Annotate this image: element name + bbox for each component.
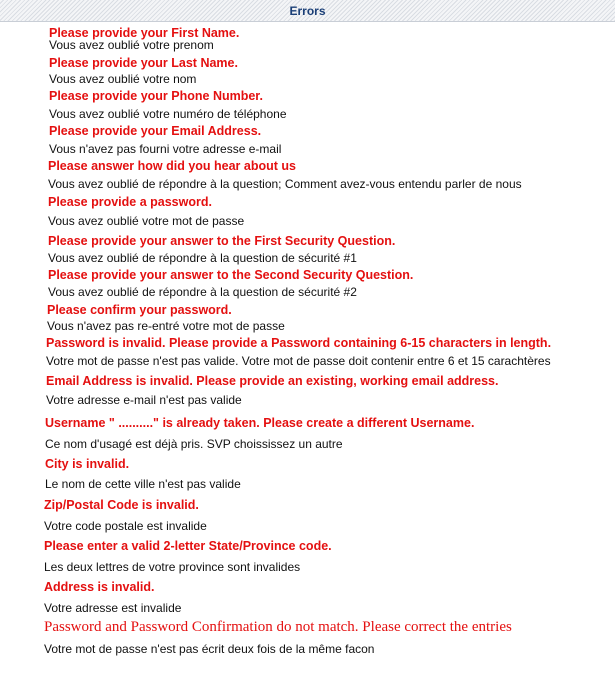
error-email-invalid-en: Email Address is invalid. Please provide an existing, working email address. — [46, 374, 499, 388]
error-phone-en: Please provide your Phone Number. — [49, 89, 263, 103]
error-security-q2-fr: Vous avez oublié de répondre à la question de sécurité #2 — [48, 285, 357, 299]
error-security-q1-en: Please provide your answer to the First Security Question. — [48, 234, 396, 248]
error-password-invalid-en: Password is invalid. Please provide a Password containing 6-15 characters in length. — [46, 336, 552, 350]
error-city-invalid-en: City is invalid. — [45, 457, 130, 471]
error-last-name-en: Please provide your Last Name. — [49, 56, 238, 70]
error-password-fr: Vous avez oublié votre mot de passe — [48, 214, 245, 228]
error-password-mismatch-fr: Votre mot de passe n'est pas écrit deux fois de la même facon — [44, 642, 375, 656]
error-last-name-fr: Vous avez oublié votre nom — [49, 72, 197, 86]
error-username-taken-en: Username " .........." is already taken. Please create a different Username. — [45, 416, 475, 430]
error-hear-about-en: Please answer how did you hear about us — [48, 159, 296, 173]
error-address-invalid-fr: Votre adresse est invalide — [44, 601, 182, 615]
error-email-invalid-fr: Votre adresse e-mail n'est pas valide — [46, 393, 242, 407]
error-confirm-password-en: Please confirm your password. — [47, 303, 232, 317]
error-security-q1-fr: Vous avez oublié de répondre à la question de sécurité #1 — [48, 251, 357, 265]
error-city-invalid-fr: Le nom de cette ville n'est pas valide — [45, 477, 241, 491]
error-hear-about-fr: Vous avez oublié de répondre à la question; Comment avez-vous entendu parler de nous — [48, 177, 522, 191]
error-province-code-en: Please enter a valid 2-letter State/Province code. — [44, 539, 332, 553]
error-confirm-password-fr: Vous n'avez pas re-entré votre mot de passe — [47, 319, 285, 333]
error-email-fr: Vous n'avez pas fourni votre adresse e-mail — [49, 142, 282, 156]
error-email-en: Please provide your Email Address. — [49, 124, 262, 138]
error-username-taken-fr: Ce nom d'usagé est déjà pris. SVP choississez un autre — [45, 437, 343, 451]
error-password-en: Please provide a password. — [48, 195, 212, 209]
errors-title: Errors — [289, 4, 326, 18]
error-security-q2-en: Please provide your answer to the Second Security Question. — [48, 268, 414, 282]
errors-header — [0, 0, 615, 22]
error-first-name-en: Please provide your First Name. — [49, 26, 240, 40]
error-phone-fr: Vous avez oublié votre numéro de téléphone — [49, 107, 287, 121]
error-password-invalid-fr: Votre mot de passe n'est pas valide. Votre mot de passe doit contenir entre 6 et 15 carachtères — [46, 354, 551, 368]
error-password-mismatch-en: Password and Password Confirmation do not match. Please correct the entries — [44, 619, 512, 635]
error-first-name-fr: Vous avez oublié votre prenom — [49, 38, 214, 52]
error-zip-invalid-en: Zip/Postal Code is invalid. — [44, 498, 199, 512]
error-address-invalid-en: Address is invalid. — [44, 580, 155, 594]
error-province-code-fr: Les deux lettres de votre province sont invalides — [44, 560, 301, 574]
error-zip-invalid-fr: Votre code postale est invalide — [44, 519, 207, 533]
